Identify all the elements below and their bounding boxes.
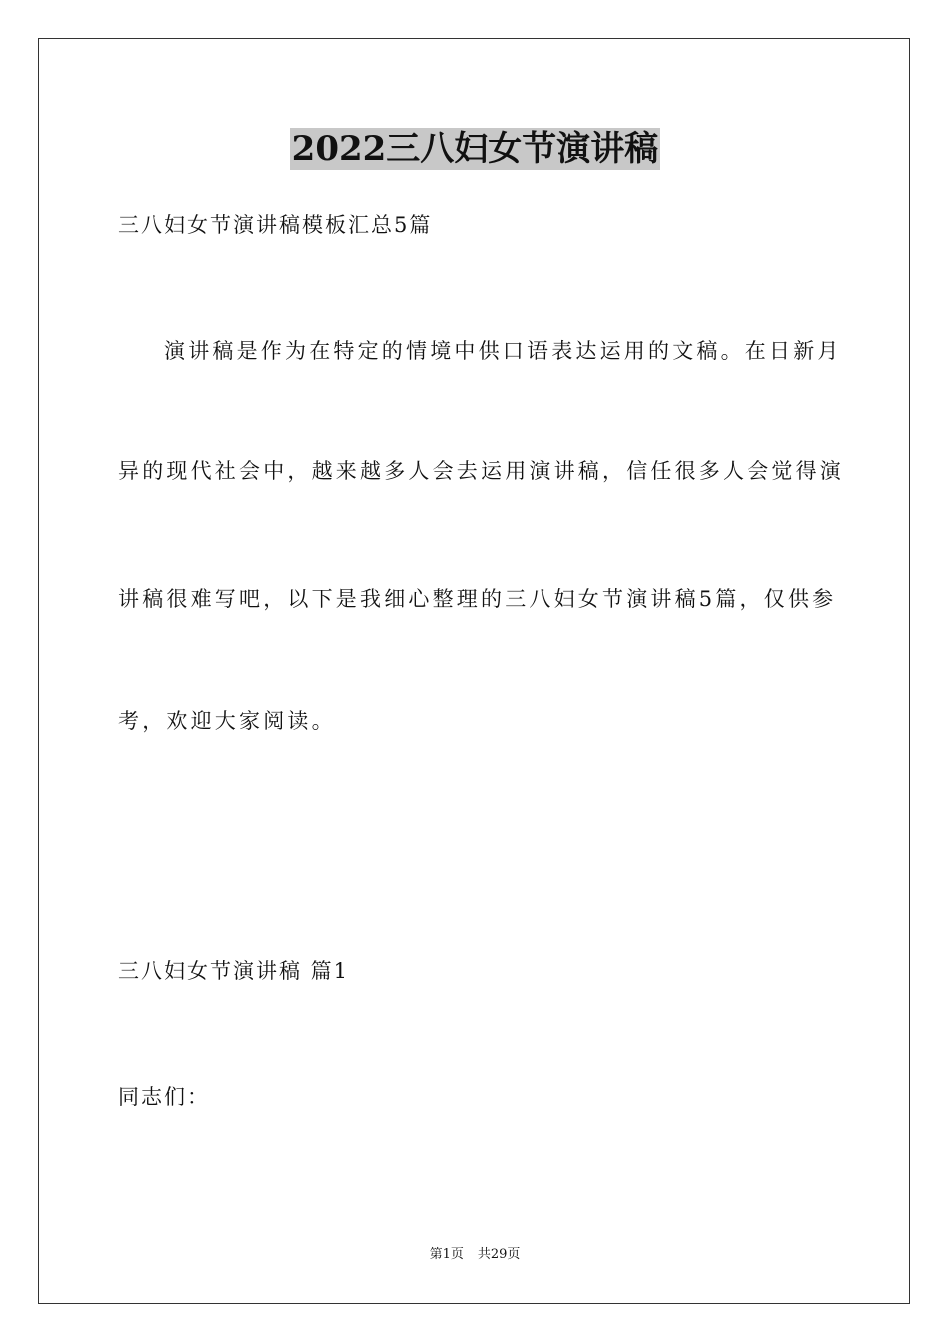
document-title: 2022三八妇女节演讲稿 [291, 129, 659, 169]
paragraph-line-2: 异的现代社会中，越来越多人会去运用演讲稿，信任很多人会觉得演 [118, 459, 844, 483]
page-number: 第1页 [429, 1247, 464, 1262]
paragraph-line-4: 考，欢迎大家阅读。 [118, 709, 336, 733]
document-subtitle: 三八妇女节演讲稿模板汇总5篇 [118, 213, 433, 237]
paragraph-line-3: 讲稿很难写吧，以下是我细心整理的三八妇女节演讲稿5篇，仅供参 [118, 587, 837, 611]
title-container [0, 128, 950, 170]
paragraph-line-1: 演讲稿是作为在特定的情境中供口语表达运用的文稿。在日新月 [164, 339, 842, 363]
section-heading: 三八妇女节演讲稿 篇1 [118, 959, 350, 983]
salutation: 同志们： [118, 1085, 210, 1109]
page-footer [0, 1246, 950, 1264]
page-total: 共29页 [477, 1247, 521, 1262]
